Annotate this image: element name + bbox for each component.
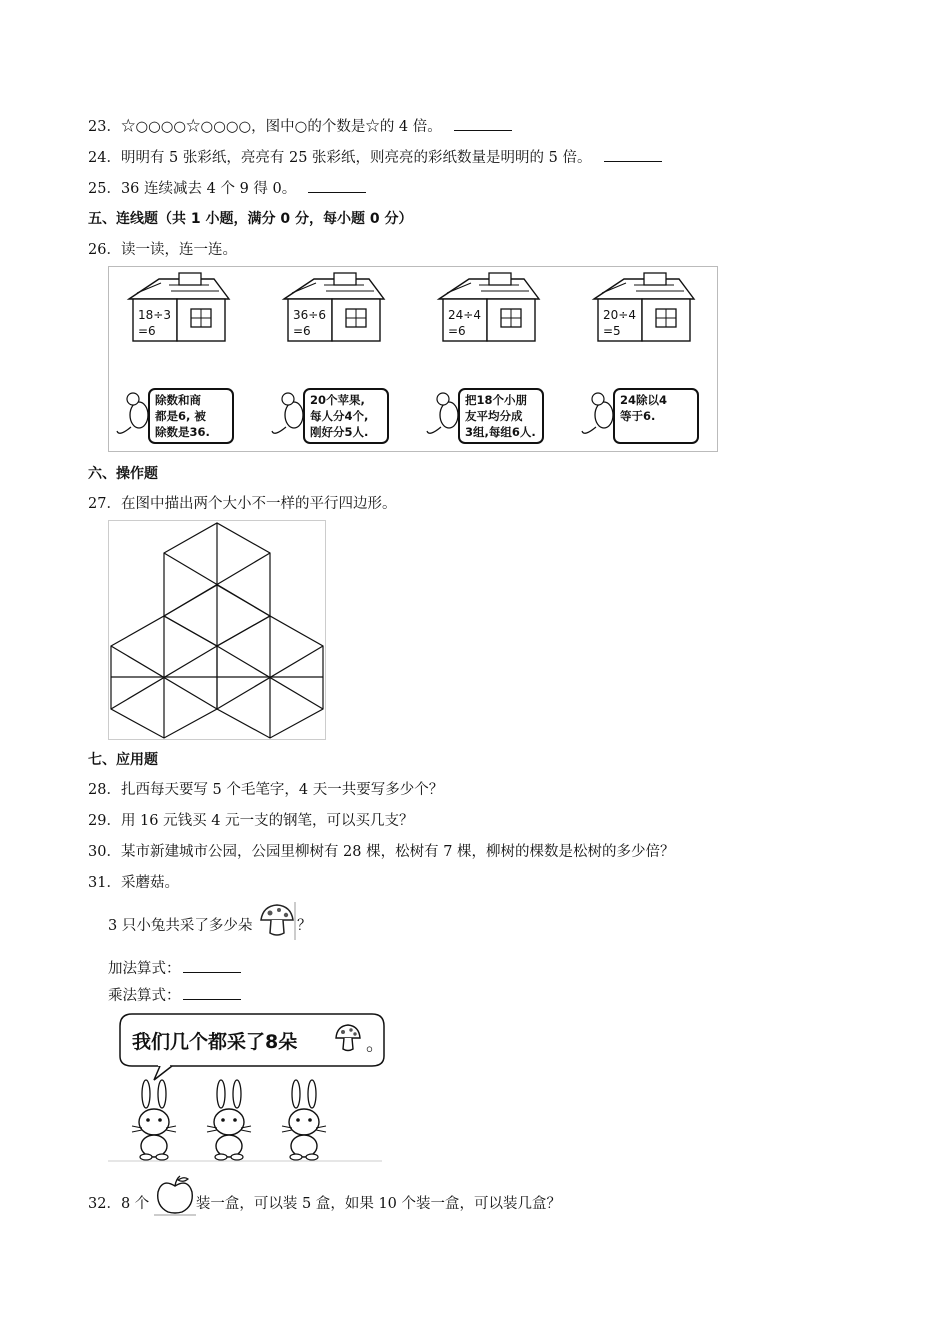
card-1[interactable] xyxy=(117,389,233,443)
card-2[interactable] xyxy=(272,389,388,443)
question-32-post: 装一盒，可以装 5 盒，如果 10 个装一盒，可以装几盒？ xyxy=(195,1196,562,1212)
multiplication-blank[interactable] xyxy=(183,985,241,1000)
question-24-text: 24．明明有 5 张彩纸，亮亮有 25 张彩纸，则亮亮的彩纸数量是明明的 5 倍。 xyxy=(88,150,592,166)
mouse-icon xyxy=(285,402,303,428)
rabbit-1 xyxy=(132,1080,176,1160)
bubble-text: 我们几个都采了8朵 xyxy=(132,1031,298,1053)
house-4-line2: =5 xyxy=(603,324,621,338)
section-7-title: 七、应用题 xyxy=(88,752,158,768)
section-5-title: 五、连线题（共 1 小题，满分 0 分，每小题 0 分） xyxy=(88,211,413,227)
question-31-sub-end: ？ xyxy=(296,918,312,934)
rabbit-2 xyxy=(207,1080,251,1160)
answer-blank-24[interactable] xyxy=(604,147,662,162)
rabbits-figure xyxy=(108,1010,386,1162)
question-31-sub xyxy=(108,912,311,940)
question-27-text: 27．在图中描出两个大小不一样的平行四边形。 xyxy=(88,496,397,512)
card-1-line2: 都是6, 被 xyxy=(155,409,206,423)
mushroom-icon xyxy=(257,900,297,940)
rabbit-3 xyxy=(282,1080,326,1160)
card-4[interactable] xyxy=(582,389,698,443)
question-23 xyxy=(88,116,512,137)
addition-line xyxy=(108,958,241,979)
question-28-text: 28．扎西每天要写 5 个毛笔字，4 天一共要写多少个？ xyxy=(88,782,444,798)
house-1-line1: 18÷3 xyxy=(138,308,171,322)
answer-blank-25[interactable] xyxy=(308,178,366,193)
card-2-line3: 刚好分5人. xyxy=(310,425,369,439)
card-3-line3: 3组,每组6人. xyxy=(465,425,536,439)
mouse-icon xyxy=(130,402,148,428)
question-29-text: 29．用 16 元钱买 4 元一支的钢笔，可以买几支？ xyxy=(88,813,414,829)
triangle-grid-figure xyxy=(108,520,326,740)
house-4[interactable] xyxy=(594,273,694,341)
matching-figure xyxy=(108,266,718,452)
card-3-line1: 把18个小朋 xyxy=(465,393,528,407)
card-2-line1: 20个苹果, xyxy=(310,393,365,407)
house-3[interactable] xyxy=(439,273,539,341)
mouse-icon xyxy=(595,402,613,428)
question-31-text: 31．采蘑菇。 xyxy=(88,875,179,891)
house-3-line2: =6 xyxy=(448,324,466,338)
card-1-line1: 除数和商 xyxy=(155,393,201,407)
question-26-text: 26．读一读，连一连。 xyxy=(88,242,237,258)
question-25 xyxy=(88,178,366,199)
card-4-line2: 等于6. xyxy=(620,409,656,423)
triangle-grid xyxy=(109,521,325,739)
answer-blank-23[interactable] xyxy=(454,116,512,131)
question-30-text: 30．某市新建城市公园，公园里柳树有 28 棵，松树有 7 棵，柳树的棵数是松树的多少倍？ xyxy=(88,844,675,860)
bubble-end: 。 xyxy=(366,1033,386,1055)
question-24 xyxy=(88,147,662,168)
question-32 xyxy=(88,1192,561,1216)
house-1[interactable] xyxy=(129,273,229,341)
card-4-line1: 24除以4 xyxy=(620,393,668,407)
question-23-text: 23．☆○○○○☆○○○○，图中○的个数是☆的 4 倍。 xyxy=(88,119,442,135)
section-6-title: 六、操作题 xyxy=(88,466,158,482)
question-31-sub-text: 3 只小兔共采了多少朵 xyxy=(108,918,253,934)
house-4-line1: 20÷4 xyxy=(603,308,636,322)
house-2-line1: 36÷6 xyxy=(293,308,326,322)
mouse-icon xyxy=(440,402,458,428)
multiplication-label: 乘法算式： xyxy=(108,988,181,1004)
card-1-line3: 除数是36. xyxy=(155,425,210,439)
card-3-line2: 友平均分成 xyxy=(465,409,523,423)
card-3[interactable] xyxy=(427,389,543,443)
addition-blank[interactable] xyxy=(183,958,241,973)
question-32-pre: 32．8 个 xyxy=(88,1196,150,1212)
apple-icon xyxy=(154,1174,196,1216)
house-2-line2: =6 xyxy=(293,324,311,338)
card-2-line2: 每人分4个, xyxy=(310,409,369,423)
question-25-text: 25．36 连续减去 4 个 9 得 0。 xyxy=(88,181,297,197)
house-2[interactable] xyxy=(284,273,384,341)
addition-label: 加法算式： xyxy=(108,961,181,977)
house-1-line2: =6 xyxy=(138,324,156,338)
multiplication-line xyxy=(108,985,241,1006)
house-3-line1: 24÷4 xyxy=(448,308,481,322)
